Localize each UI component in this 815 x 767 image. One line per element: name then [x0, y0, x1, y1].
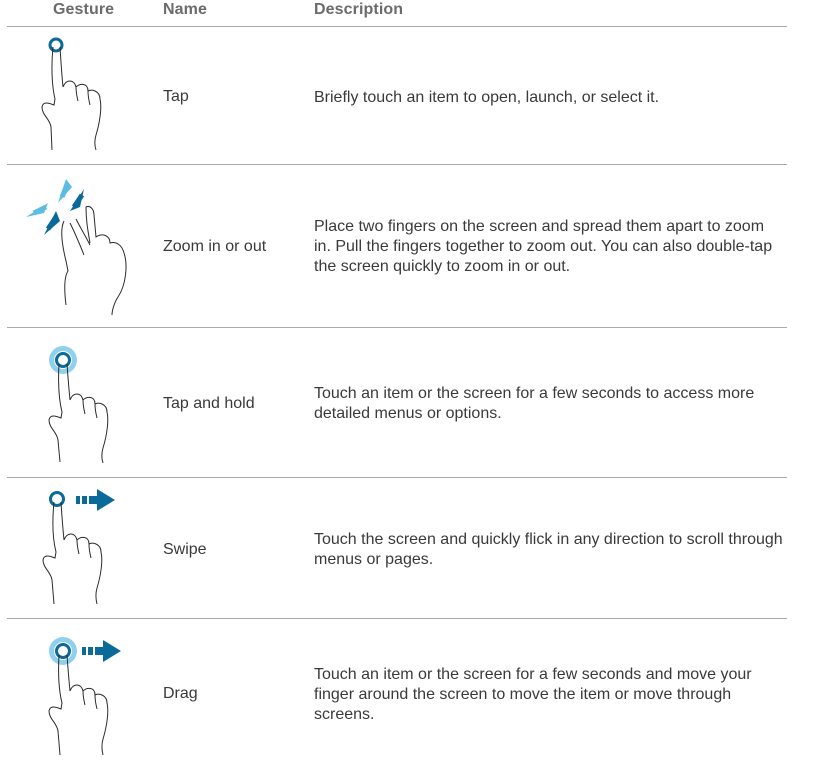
header-gesture: Gesture: [53, 1, 115, 18]
zoom-gesture-icon: [0, 165, 150, 327]
gesture-description: Place two fingers on the screen and spread them apart to zoom in. Pull the fingers together to zoom out. You can also double-tap the screen quickly to zoom in or out.: [314, 218, 773, 275]
gesture-name: Tap: [163, 88, 189, 105]
gesture-name: Drag: [163, 685, 198, 702]
table-row: [0, 165, 815, 327]
gesture-name: Tap and hold: [163, 395, 255, 412]
tap-and-hold-gesture-icon: [0, 328, 150, 477]
table-row: [0, 619, 815, 767]
swipe-gesture-icon: [0, 478, 150, 618]
gesture-description: Touch the screen and quickly flick in any direction to scroll through menus or pages.: [314, 531, 783, 568]
table-header: [0, 0, 815, 26]
table-row: [0, 27, 815, 164]
gesture-name: Swipe: [163, 541, 207, 558]
tap-gesture-icon: [0, 27, 150, 164]
header-name: Name: [163, 1, 207, 18]
header-description: Description: [314, 1, 404, 18]
gesture-name: Zoom in or out: [163, 238, 267, 255]
table-row: [0, 328, 815, 477]
gesture-description: Touch an item or the screen for a few seconds and move your finger around the screen to move the item or move through screens.: [314, 666, 752, 723]
gesture-description: Briefly touch an item to open, launch, or select it.: [314, 89, 660, 106]
drag-gesture-icon: [0, 619, 150, 767]
gesture-description: Touch an item or the screen for a few seconds to access more detailed menus or options.: [314, 385, 755, 422]
table-row: [0, 478, 815, 618]
